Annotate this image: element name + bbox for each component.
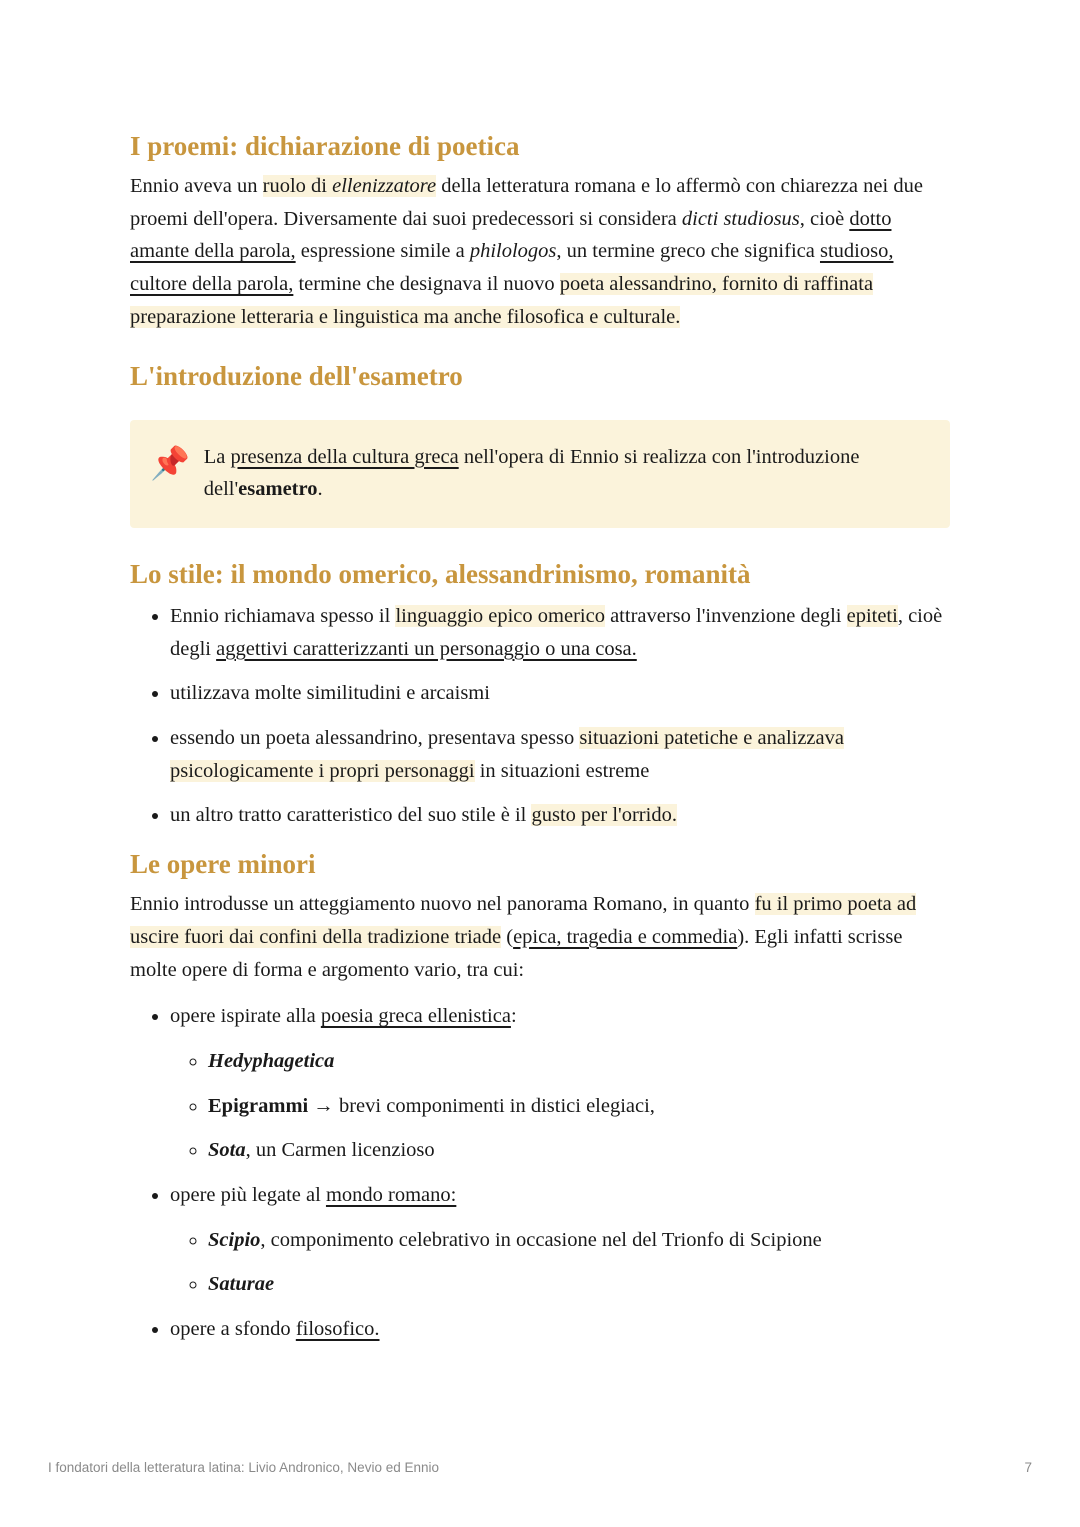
highlight: ruolo di ellenizzatore (262, 175, 437, 197)
page-content (130, 126, 950, 1358)
list-item: • Ennio richiamava spesso il linguaggio epico omerico attraverso l'invenzione degli epiteti, cioè degli aggettivi caratterizzanti un personaggio o una cosa. (170, 600, 950, 665)
underline: studioso, cultore della parola, (130, 240, 894, 296)
heading-esametro: L'introduzione dell'esametro (130, 360, 463, 391)
list-item: • un altro tratto caratteristico del suo stile è il gusto per l'orrido. (170, 799, 950, 832)
list-item: • utilizzava molte similitudini e arcaismi (170, 677, 950, 710)
sub-list-item: ◦ Sota, un Carmen licenzioso (208, 1134, 950, 1167)
paragraph-proemi: Ennio aveva un ruolo di ellenizzatore della letteratura romana e lo affermò con chiarezza nei due proemi dell'opera. Diversamente dai suoi predecessori si considera dicti studiosus, cioè dotto amante della parola, espressione simile a philologos, un termine greco che significa studioso, cultore della parola, termine che designava il nuovo poeta alessandrino, fornito di raffinata preparazione letteraria e linguistica ma anche filosofica e culturale. (130, 175, 923, 328)
paragraph-opere: Ennio introdusse un atteggiamento nuovo nel panorama Romano, in quanto fu il primo poeta ad uscire fuori dai confini della tradizione triade (epica, tragedia e commedia). Egli infatti scrisse molte opere di forma e argomento vario, tra cui: (130, 893, 917, 981)
list-item: • opere più legate al mondo romano: ◦ Scipio, componimento celebrativo in occasione nel del Trionfo di Scipione ◦ Saturae (170, 1179, 950, 1301)
callout (130, 420, 950, 528)
list-item: • essendo un poeta alessandrino, presentava spesso situazioni patetiche e analizzava psicologicamente i propri personaggi in situazioni estreme (170, 722, 950, 787)
footer-title: I fondatori della letteratura latina: Livio Andronico, Nevio ed Ennio (48, 1460, 439, 1475)
heading-stile: Lo stile: il mondo omerico, alessandrinismo, romanità (130, 558, 751, 589)
sub-list-item: ◦ Scipio, componimento celebrativo in occasione nel del Trionfo di Scipione (208, 1224, 950, 1257)
page-number: 7 (1024, 1460, 1032, 1475)
pushpin-icon: 📌 (150, 444, 190, 481)
heading-proemi: I proemi: dichiarazione di poetica (130, 131, 520, 161)
heading-opere-minori: Le opere minori (130, 849, 316, 880)
underline: dotto amante della parola, (130, 207, 892, 263)
list-stile (130, 600, 950, 832)
highlight: poeta alessandrino, fornito di raffinata preparazione letteraria e linguistica ma anche filosofica e culturale. (130, 273, 874, 328)
list-opere (130, 1000, 950, 1346)
callout-text: La presenza della cultura greca nell'opera di Ennio si realizza con l'introduzione dell'esametro. (203, 445, 860, 501)
sub-list-item: ◦ Hedyphagetica (208, 1045, 950, 1078)
sub-list-item: ◦ Epigrammi → brevi componimenti in distici elegiaci, (208, 1090, 950, 1123)
list-item: • opere ispirate alla poesia greca ellenistica: ◦ Hedyphagetica ◦ Epigrammi → brevi componimenti in distici elegiaci, ◦ Sota, un Carmen licenzioso (170, 1000, 950, 1167)
list-item: • opere a sfondo filosofico. (170, 1313, 950, 1346)
page-footer (48, 1460, 1032, 1475)
sub-list-item: ◦ Saturae (208, 1268, 950, 1301)
